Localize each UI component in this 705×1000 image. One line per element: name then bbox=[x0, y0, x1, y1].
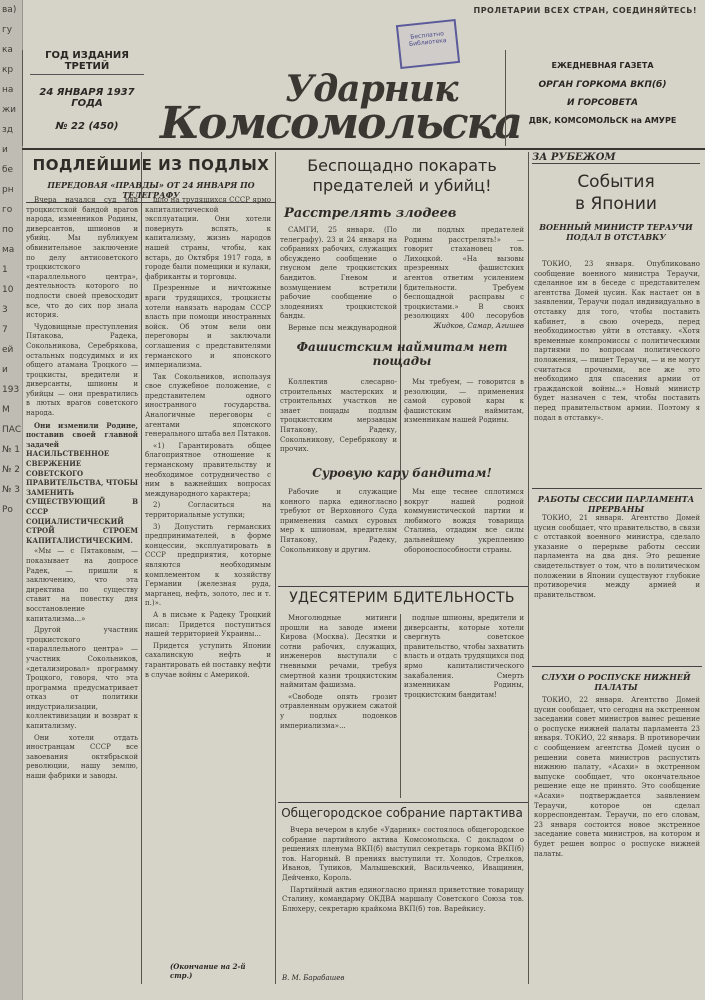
masthead-rule bbox=[22, 148, 705, 150]
paragraph: Коллектив слесарно-строительных мастерских и строительных участков не знает пощады подлым троцкистским мерзавцам Пятакову, Радеку, Сокольникову, Серебрякову и прочих. bbox=[280, 378, 397, 454]
binding-fragment: жи bbox=[2, 105, 16, 115]
left-binding-strip bbox=[0, 0, 23, 1000]
center-signature-1: Жидков, Самар, Агишев bbox=[433, 322, 524, 330]
binding-fragment: го bbox=[2, 205, 13, 215]
paragraph: 2) Согласиться на территориальные уступки; bbox=[145, 501, 271, 519]
paragraph: ТОКИО, 22 января. Агентство Домей цусин сообщает, что сегодня на экстренном заседании совет министров вынес решение о роспуске нижней палаты парламента 23 января. ТОКИО, 22 января. В противоречии с сообщением агентства Домей цусин о решении совета министров распустить нижнюю палату, «Асахи» в экстренном выпуске сообщает, что окончательное решение еще не принято. Это сообщение «Асахи» подтверждается заявлением Тераучи, которое он сделал корреспондентам. Тераучи, по его словам, 23 января состоится новое экстренное заседание совета министров, на котором и будет решен вопрос о роспуске нижней палаты. bbox=[534, 696, 700, 858]
paragraph: Так Сокольников, используя свое служебное положение, с представителем одного иностранного государства. Аналогичные переговоры с агентами японского генерального штаба вел Пятаков. bbox=[145, 372, 271, 439]
binding-fragment: и bbox=[2, 365, 8, 375]
col4-sub-2: РАБОТЫ СЕССИИ ПАРЛАМЕНТА ПРЕРВАНЫ bbox=[537, 494, 695, 514]
masthead-right-line1: ЕЖЕДНЕВНАЯ ГАЗЕТА bbox=[551, 61, 654, 70]
masthead-title-line2: Комсомольска bbox=[160, 98, 521, 149]
binding-fragment: 3 bbox=[2, 305, 8, 315]
binding-fragment: по bbox=[2, 225, 14, 235]
binding-fragment: № 3 bbox=[2, 485, 20, 495]
column-divider bbox=[528, 152, 529, 984]
binding-fragment: 10 bbox=[2, 285, 14, 295]
paragraph: САМГИ, 25 января. (По телеграфу). 23 и 24 января на собраниях рабочих, служащих обсуждено сообщение о гнусном деле троцкистских бандитов. Гневом и возмущением встретили рабочие сообщение о злодеяниях троцкистской банды. bbox=[280, 226, 397, 321]
col4-text-2 bbox=[534, 514, 700, 662]
col2-continuation-note: (Окончание на 2-й стр.) bbox=[170, 962, 246, 980]
center-text-1c bbox=[404, 226, 524, 320]
binding-fragment: 7 bbox=[2, 325, 8, 335]
binding-fragment: на bbox=[2, 85, 14, 95]
masthead-info-right bbox=[505, 55, 700, 145]
center-text-5 bbox=[282, 826, 524, 976]
column-divider bbox=[141, 152, 142, 984]
masthead-right-line3: И ГОРСОВЕТА bbox=[566, 98, 638, 108]
column-divider bbox=[275, 152, 276, 984]
binding-fragment: ва) bbox=[2, 5, 17, 15]
binding-fragment: № 2 bbox=[2, 465, 20, 475]
center-text-4a bbox=[280, 614, 397, 798]
paragraph: Мы требуем, — говорится в резолюции, — применения самой суровой кары к фашистским наймитам, изменникам нашей Родины. bbox=[404, 378, 524, 425]
col2-body bbox=[145, 196, 271, 956]
binding-fragment: гу bbox=[2, 25, 13, 35]
paragraph: Чудовищные преступления Пятакова, Радека, Сокольникова, Серебрякова, остальных подсудимых и их общего атамана Троцкого — троцкисты, вредители и диверсанты, шпионы и убийцы — они превратились в лютых врагов советского народа. bbox=[26, 322, 138, 418]
paragraph: Верные псы международной bbox=[288, 323, 397, 332]
binding-fragment: 1 bbox=[2, 265, 8, 275]
binding-fragment: и bbox=[2, 145, 8, 155]
paragraph: шло на трудящихся СССР ярмо капиталистической эксплуатации. Они хотели повернуть вспять, к капитализму, жизнь народов нашей страны, чтобы, как встарь, до Октября 1917 года, в городе были помещики и кулаки, фабриканты и торговцы. bbox=[145, 196, 271, 281]
binding-fragment: кр bbox=[2, 65, 14, 75]
paragraph: Презренные и ничтожные враги трудящихся, троцкисты хотели навязать народам СССР власть при помощи иностранных войск. Об этом вели они переговоры и заключали соглашения с представителями германского и японского империализма. bbox=[145, 284, 271, 370]
paragraph: А в письме к Радеку Троцкий писал: Придется поступиться нашей территорией Украины... bbox=[145, 610, 271, 639]
motto: ПРОЛЕТАРИИ ВСЕХ СТРАН, СОЕДИНЯЙТЕСЬ! bbox=[473, 6, 697, 15]
binding-fragment: 193 bbox=[2, 385, 20, 395]
binding-fragment: № 1 bbox=[2, 445, 20, 455]
masthead-right-line2: ОРГАН ГОРКОМА ВКП(б) bbox=[538, 80, 667, 90]
paragraph: 3) Допустить германских предпринимателей, в форме концессии, эксплуатировать в СССР предприятия, которые являются необходимым комплементом к хозяйству Германии (железная руда, марганец, нефть, золото, лес и т. п.)». bbox=[145, 522, 271, 608]
center-headline-2: предателей и убийц! bbox=[312, 176, 492, 195]
masthead-info-left bbox=[22, 50, 152, 140]
paragraph: «Свободе опять грозит отравленным оружием сжатой у подлых подонков империализма»... bbox=[280, 692, 397, 730]
binding-fragment: ма bbox=[2, 245, 15, 255]
binding-fragment: ПАС bbox=[2, 425, 22, 435]
column-divider bbox=[400, 614, 401, 798]
paragraph: Другой участник троцкистского «параллельного центра» — участник Сокольников, «детализировал» программу Троцкого, говоря, что эта программа предусматривает отказ от политики индустриализации, коллективизации и возврат к капитализму. bbox=[26, 626, 138, 731]
masthead-box-left bbox=[22, 50, 23, 146]
paragraph: Многолюдные митинги прошли на заводе имени Кирова (Москва). Десятки и сотни рабочих, служащих, инженеров выступали с гневными речами, требуя смертной казни троцкистским наймитам фашизма. bbox=[280, 614, 397, 690]
col4-headline-1: События bbox=[577, 172, 655, 192]
binding-fragment: рн bbox=[2, 185, 14, 195]
binding-fragment: М bbox=[2, 405, 10, 415]
paragraph: «1) Гарантировать общее благоприятное отношение к германскому правительству и необходимое сотрудничество с ним в важнейших вопросах международного характера; bbox=[145, 441, 271, 498]
center-text-3b bbox=[404, 488, 524, 582]
paragraph: подлые шпионы, вредители и диверсанты, которые хотели свергнуть советское правительство, чтобы захватить власть и отдать трудящихся под ярмо капиталистического закабаления. Смерть изменникам Родины, троцкистским бандитам! bbox=[404, 614, 524, 699]
paragraph: Они изменили Родине, поставив своей главной задачей НАСИЛЬСТВЕННОЕ СВЕРЖЕНИЕ СОВЕТСКОГО ПРАВИТЕЛЬСТВА, ЧТОБЫ ЗАМЕНИТЬ СУЩЕСТВУЮЩИЙ В СССР СОЦИАЛИСТИЧЕСКИЙ СТРОЙ СТРОЕМ КАПИТАЛИСТИЧЕСКИМ. bbox=[26, 420, 138, 545]
col4-rubric: ЗА РУБЕЖОМ bbox=[532, 152, 700, 164]
center-sub-4: УДЕСЯТЕРИМ БДИТЕЛЬНОСТЬ bbox=[289, 590, 515, 606]
binding-fragment: ка bbox=[2, 45, 13, 55]
section-rule bbox=[532, 488, 702, 489]
paragraph: ТОКИО, 23 января. Опубликовано сообщение военного министра Тераучи, сделанное им в беседе с представителем агентства Домей цусин. Как настает он в заявлении, Тераучи подал индивидуально в отставку для того, чтобы поставить кабинет, в свою очередь, перед необходимостью уйти в отставку. «Хотя временные компромиссы с политическими партиями по вопросам политического положения, — пишет Тераучи, — и не могут считаться прочными, все же это необходимо для спасения армии от гражданской войны...» Новый министр будет назначен с тем, чтобы поставить перед правительством армии. Поэтому я подал в отставку». bbox=[534, 260, 700, 422]
col4-text-1 bbox=[534, 260, 700, 484]
paragraph: ТОКИО, 21 января. Агентство Домей цусин сообщает, что правительство, в связи с отставкой военного министра, сделало указание о перерыве работы сессии парламента на два дня. Это решение свидетельствует о том, что в политическом положении в Японии существуют глубокие противоречия между армией и правительством. bbox=[534, 514, 700, 599]
publication-year: ГОД ИЗДАНИЯ ТРЕТИЙ bbox=[30, 50, 144, 75]
issue-date: 24 ЯНВАРЯ 1937 ГОДА bbox=[39, 87, 135, 109]
center-text-2b bbox=[404, 378, 524, 458]
issue-number: № 22 (450) bbox=[55, 121, 119, 132]
col1-subhead: ПЕРЕДОВАЯ «ПРАВДЫ» ОТ 24 ЯНВАРЯ ПО ТЕЛЕГРАФУ bbox=[26, 180, 276, 203]
col1-body bbox=[26, 196, 138, 986]
masthead-title-line1: Ударник bbox=[285, 68, 458, 110]
paragraph: Вчера начался суд над троцкистской бандой врагов народа, изменников Родины, диверсантов, шпионов и убийц. Мы публикуем обвинительное заключение по делу антисоветского троцкистского «параллельного центра», деятельность которого по подлости своей превосходит все, что до сих пор знала история. bbox=[26, 196, 138, 320]
masthead-right-line4: ДВК, КОМСОМОЛЬСК на АМУРЕ bbox=[528, 116, 677, 125]
center-text-2a bbox=[280, 378, 397, 458]
col1-headline: ПОДЛЕЙШИЕ ИЗ ПОДЛЫХ bbox=[32, 156, 270, 174]
paragraph: Партийный актив единогласно принял приветствие товарищу Сталину, командарму ОКДВА маршалу Советского Союза тов. Блюхеру, секретарю крайкома ВКП(б) тов. Варейкису. bbox=[282, 885, 524, 913]
paragraph: Они хотели отдать иностранцам СССР все завоевания октябрьской революции, нашу землю, наши фабрики и заводы. bbox=[26, 733, 138, 781]
col4-sub-1: ВОЕННЫЙ МИНИСТР ТЕРАУЧИ ПОДАЛ В ОТСТАВКУ bbox=[539, 222, 693, 242]
section-rule bbox=[278, 586, 528, 587]
center-text-1a bbox=[280, 226, 397, 334]
col4-text-3 bbox=[534, 696, 700, 982]
binding-fragment: зд bbox=[2, 125, 14, 135]
center-text-4c bbox=[404, 614, 524, 798]
paragraph: Придется уступить Японии сахалинскую нефть и гарантировать ей поставку нефти в случае войны с Америкой. bbox=[145, 641, 271, 679]
paragraph: ли подлых предателей Родины расстрелять!» — говорит стахановец тов. Лихоцкой. «На вызовы презренных фашистских агентов ответим усилением бдительности. Требуем беспощадной расправы с троцкистами.» В своих резолюциях 400 лесорубов bbox=[404, 226, 524, 320]
paragraph: Вчера вечером в клубе «Ударник» состоялось общегородское собрание партийного актива Комсомольска. С докладом о решениях пленума ВКП(б) выступил секретарь горкома ВКП(б) тов. Нагорный. В прениях выступили тт. Холодов, Стрелков, Иванов, Тупиков, Малышевский, Васильченко, Иващинин, Дейченко, Король. bbox=[282, 826, 524, 882]
binding-fragment: бе bbox=[2, 165, 14, 175]
paragraph: Рабочие и служащие конного парка единогласно требуют от Верховного Суда применения самых суровых мер к шпионам, вредителям Пятакову, Радеку, Сокольникову и другим. bbox=[280, 488, 397, 554]
center-sub-5: Общегородское собрание партактива bbox=[281, 806, 523, 820]
center-sub-1: Расстрелять злодеев bbox=[284, 206, 457, 221]
stamp-text: Бесплатно Библиотека bbox=[408, 30, 447, 48]
paragraph: «Мы — с Пятаковым, — показывает на допросе Радек, — пришли к заключению, что эта директива по существу ставит на повестку дня восстановление капитализма...» bbox=[26, 547, 138, 623]
binding-fragment: Ро bbox=[2, 505, 13, 515]
binding-fragment: ей bbox=[2, 345, 14, 355]
center-headline-1: Беспощадно покарать bbox=[307, 156, 497, 175]
col4-sub-3: СЛУХИ О РОСПУСКЕ НИЖНЕЙ ПАЛАТЫ bbox=[541, 672, 691, 692]
center-signature-5: В. М. Барабашев bbox=[282, 974, 345, 982]
col4-headline-2: в Японии bbox=[575, 194, 657, 214]
center-sub-3: Суровую кару бандитам! bbox=[312, 466, 492, 480]
center-text-3a bbox=[280, 488, 397, 582]
library-stamp bbox=[396, 19, 460, 69]
center-sub-2: Фашистским наймитам нет пощады bbox=[296, 340, 508, 368]
section-rule bbox=[532, 666, 702, 667]
paragraph: Мы еще теснее сплотимся вокруг нашей родной коммунистической партии и любимого вождя товарища Сталина, отдадим все силы дальнейшему укреплению обороноспособности страны. bbox=[404, 488, 524, 554]
section-rule bbox=[278, 802, 528, 803]
masthead-box-right-sep bbox=[505, 50, 506, 146]
